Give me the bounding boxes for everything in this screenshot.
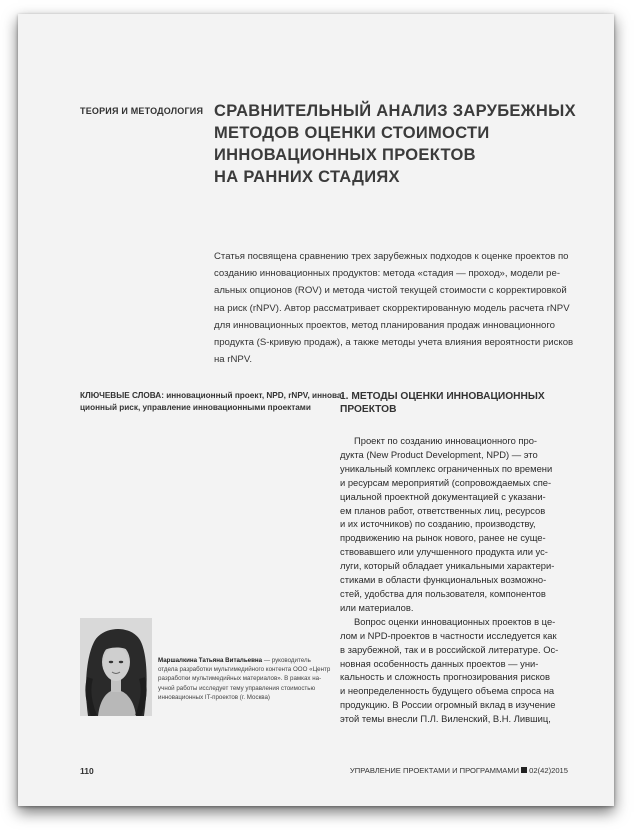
body-line: или материалов. (340, 601, 414, 613)
abstract-line: для инновационных проектов, метод планирования продаж инновационного (214, 319, 555, 331)
body-text (340, 434, 610, 726)
journal-name: УПРАВЛЕНИЕ ПРОЕКТАМИ И ПРОГРАММАМИ (349, 766, 520, 775)
body-line: в зарубежной, так и в российской литературе. Ос- (340, 643, 559, 655)
title-line: МЕТОДОВ ОЦЕНКИ СТОИМОСТИ (214, 124, 490, 142)
keywords-line: КЛЮЧЕВЫЕ СЛОВА: инновационный проект, NPD, rNPV, иннова- (80, 391, 345, 400)
section-heading-line: 1. МЕТОДЫ ОЦЕНКИ ИННОВАЦИОННЫХ (340, 391, 545, 402)
page-number: 110 (80, 766, 94, 776)
author-name: Маршалкина Татьяна Витальевна (158, 657, 263, 664)
author-bio-line: инновационных IT-проектов (г. Москва) (158, 693, 270, 701)
body-line: продукцию. В России огромный вклад в изучение (340, 699, 556, 711)
journal-page (18, 14, 614, 806)
journal-issue: 02(42)2015 (529, 766, 568, 775)
abstract-line: созданию инновационных продуктов: метода «стадия — проход», модели ре- (214, 268, 561, 280)
abstract (214, 248, 604, 368)
body-line: ем планов работ, ответственных лиц, ресурсов (340, 504, 546, 516)
abstract-line: продукта (S-кривую продаж), а также методы учета влияния вероятности рисков (214, 337, 574, 349)
section-heading-line: ПРОЕКТОВ (340, 404, 397, 415)
title-line: ИННОВАЦИОННЫХ ПРОЕКТОВ (214, 146, 476, 164)
body-line: стей, удобства для пользователя, компонентов (340, 587, 546, 599)
body-line: циальной проектной документацией с указани- (340, 490, 546, 502)
author-bio (158, 656, 334, 702)
square-bullet-icon (521, 767, 527, 773)
abstract-line: альных опционов (ROV) и метода чистой текущей стоимости с корректировкой (214, 285, 567, 297)
article-title (214, 100, 604, 188)
abstract-line: на rNPV. (214, 354, 253, 366)
body-line: этой темы внесли П.Л. Виленский, В.Н. Лившиц, (340, 713, 551, 725)
author-bio-line: учной работы исследует тему управления стоимостью (158, 684, 316, 692)
abstract-line: Статья посвящена сравнению трех зарубежных подходов к оценке проектов по (214, 251, 569, 262)
abstract-line: на риск (rNPV). Автор рассматривает скорректированную модель расчета rNPV (214, 302, 570, 314)
body-line: дукта (New Product Development, NPD) — это (340, 448, 538, 460)
body-line: лом и NPD-проектов в частности исследуется как (340, 629, 557, 641)
body-line: новная особенность данных проектов — уни- (340, 657, 539, 669)
body-line: продвижению на рынок нового, ранее не суще- (340, 532, 546, 544)
title-line: НА РАННИХ СТАДИЯХ (214, 168, 400, 186)
rubric-label: ТЕОРИЯ И МЕТОДОЛОГИЯ (80, 106, 204, 116)
body-line: и неопределенность будущего объема спроса на (340, 685, 555, 697)
body-line: луги, который обладает уникальными характери- (340, 560, 555, 572)
body-line: кальность и сложность прогнозирования рисков (340, 671, 550, 683)
author-bio-line: разработки мультимедийных материалов». В рамках на- (158, 675, 322, 683)
title-line: СРАВНИТЕЛЬНЫЙ АНАЛИЗ ЗАРУБЕЖНЫХ (214, 102, 576, 120)
journal-footer (350, 766, 568, 775)
body-line: и их источников) по созданию, производству, (340, 518, 536, 530)
body-line: Проект по созданию инновационного про- (354, 435, 538, 446)
body-line: стиками в области функциональных возможно- (340, 574, 547, 586)
keywords (80, 390, 345, 414)
author-bio-line: — руководитель (262, 657, 311, 664)
author-photo (80, 618, 152, 716)
body-line: Вопрос оценки инновационных проектов в це- (354, 615, 556, 627)
author-bio-line: отдела разработки мультимедийного контента ООО «Центр (158, 666, 331, 674)
body-line: и ресурсам мероприятий (сопровождаемых спе- (340, 476, 552, 488)
body-line: уникальный комплекс ограниченных по времени (340, 462, 553, 474)
body-line: ствовавшего или улучшенного продукта или ус- (340, 546, 548, 558)
keywords-line: ционный риск, управление инновационными проектами (80, 403, 311, 412)
section-heading (340, 390, 600, 416)
